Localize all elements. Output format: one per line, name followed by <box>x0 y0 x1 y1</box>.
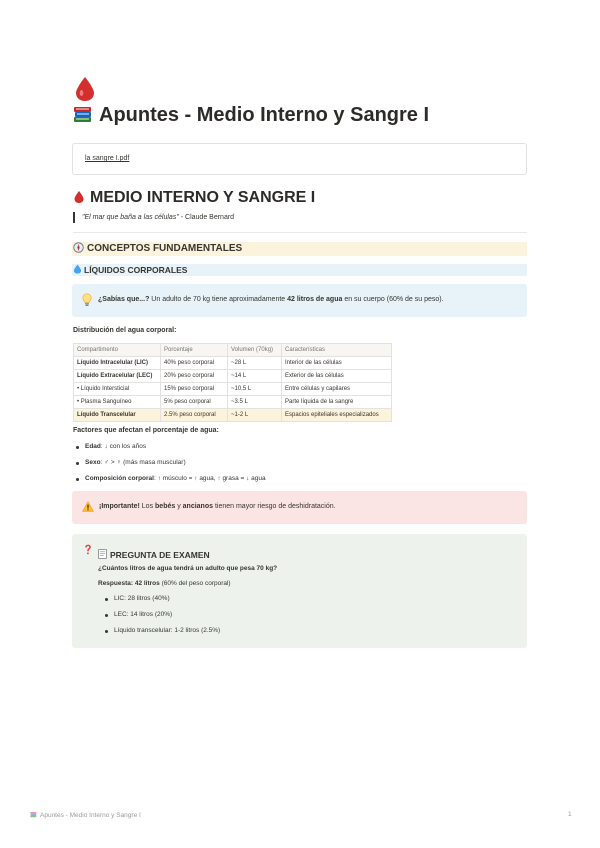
table-header-cell: Porcentaje <box>161 344 228 357</box>
fluids-heading <box>72 264 527 276</box>
did-you-know-bold: 42 litros de agua <box>287 296 343 303</box>
concepts-heading <box>72 242 527 256</box>
table-row <box>74 357 392 370</box>
table-cell: Parte líquida de la sangre <box>282 396 392 409</box>
books-icon <box>73 105 93 123</box>
blood-drop-icon <box>73 76 97 102</box>
table-header-cell: Volumen (70kg) <box>228 344 282 357</box>
list-item <box>73 441 266 457</box>
quote-author: - Claude Bernard <box>178 214 235 221</box>
table-cell: Espacios epiteliales especializados <box>282 409 392 422</box>
table-row <box>74 409 392 422</box>
question-mark-icon <box>84 544 92 556</box>
table-header-row <box>74 344 392 357</box>
file-attachment[interactable] <box>72 143 527 175</box>
factor-key: Sexo <box>85 459 101 466</box>
table-cell: 5% peso corporal <box>161 396 228 409</box>
important-text-2: y <box>175 503 183 510</box>
distribution-label: Distribución del agua corporal: <box>73 327 177 334</box>
table-cell: 20% peso corporal <box>161 370 228 383</box>
table-cell: ~10.5 L <box>228 383 282 396</box>
lightbulb-icon <box>82 293 92 307</box>
table-cell: ~14 L <box>228 370 282 383</box>
exam-title <box>98 549 210 560</box>
list-item: LEC: 14 litros (20%) <box>102 609 220 625</box>
list-item <box>73 457 266 473</box>
table-cell: 40% peso corporal <box>161 357 228 370</box>
quote-text: "El mar que baña a las células" <box>82 214 179 221</box>
warning-icon <box>82 501 94 512</box>
page-title <box>73 104 429 127</box>
table-cell: Exterior de las células <box>282 370 392 383</box>
table-header-cell: Características <box>282 344 392 357</box>
page-title-text: Apuntes - Medio Interno y Sangre I <box>99 104 430 126</box>
important-text <box>99 503 336 510</box>
table-cell: Líquido Transcelular <box>74 409 161 422</box>
water-drop-icon <box>73 264 82 274</box>
table-cell: Líquido Extracelular (LEC) <box>74 370 161 383</box>
pdf-file-link[interactable]: la sangre I.pdf <box>85 155 130 162</box>
table-row <box>74 370 392 383</box>
table-cell: • Plasma Sanguíneo <box>74 396 161 409</box>
compass-icon <box>73 242 84 253</box>
exam-answer <box>98 580 231 587</box>
factor-key: Edad <box>85 443 101 450</box>
exam-title-text: PREGUNTA DE EXAMEN <box>110 550 210 560</box>
concepts-heading-text: CONCEPTOS FUNDAMENTALES <box>87 243 243 254</box>
table-row <box>74 383 392 396</box>
list-item: Líquido transcelular: 1-2 litros (2.5%) <box>102 625 220 641</box>
table-cell: ~28 L <box>228 357 282 370</box>
table-cell: 15% peso corporal <box>161 383 228 396</box>
page-footer <box>30 811 141 819</box>
factor-value: : ♂ > ♀ (más masa muscular) <box>100 459 186 466</box>
table-cell: Interior de las células <box>282 357 392 370</box>
exam-answer-rest: (60% del peso corporal) <box>159 580 231 587</box>
page-number: 1 <box>568 811 572 818</box>
factor-key: Composición corporal <box>85 475 154 482</box>
quote-block <box>73 212 234 223</box>
factors-label: Factores que afectan el porcentaje de agua: <box>73 427 219 434</box>
did-you-know-text-2: en su cuerpo (60% de su peso). <box>342 296 444 303</box>
list-item: LIC: 28 litros (40%) <box>102 593 220 609</box>
did-you-know-text-1: Un adulto de 70 kg tiene aproximadamente <box>149 296 288 303</box>
important-text-1: Los <box>139 503 156 510</box>
did-you-know-lead: ¿Sabías que...? <box>98 296 150 303</box>
important-bold-2: ancianos <box>182 503 214 510</box>
exam-question-callout <box>72 534 527 648</box>
table-row <box>74 396 392 409</box>
distribution-table <box>73 343 392 422</box>
exam-answer-label: Respuesta: 42 litros <box>98 580 160 587</box>
list-item <box>73 473 266 489</box>
divider <box>73 232 527 233</box>
factor-value: : ↑ músculo = ↑ agua, ↑ grasa = ↓ agua <box>153 475 266 482</box>
section-heading-text: MEDIO INTERNO Y SANGRE I <box>90 189 316 206</box>
factors-list <box>73 441 266 489</box>
did-you-know-text <box>98 296 444 303</box>
fluids-heading-text: LÍQUIDOS CORPORALES <box>84 265 188 275</box>
table-cell: ~1-2 L <box>228 409 282 422</box>
table-cell: • Líquido Intersticial <box>74 383 161 396</box>
books-icon <box>30 811 37 818</box>
important-bold-1: bebés <box>155 503 176 510</box>
exam-answer-list <box>102 593 220 641</box>
important-callout <box>72 491 527 524</box>
table-header-cell: Compartimento <box>74 344 161 357</box>
table-cell: 2.5% peso corporal <box>161 409 228 422</box>
important-text-3: tienen mayor riesgo de deshidratación. <box>213 503 336 510</box>
blood-drop-icon <box>73 190 85 204</box>
table-cell: Entre células y capilares <box>282 383 392 396</box>
footer-title: Apuntes - Medio Interno y Sangre I <box>40 812 141 819</box>
important-lead: ¡Importante! <box>99 503 140 510</box>
factor-value: : ↓ con los años <box>100 443 147 450</box>
table-cell: Líquido Intracelular (LIC) <box>74 357 161 370</box>
table-cell: ~3.5 L <box>228 396 282 409</box>
did-you-know-callout <box>72 284 527 317</box>
section-heading <box>73 189 315 207</box>
exam-question: ¿Cuántos litros de agua tendrá un adulto que pesa 70 kg? <box>98 565 278 572</box>
memo-icon <box>98 549 107 559</box>
